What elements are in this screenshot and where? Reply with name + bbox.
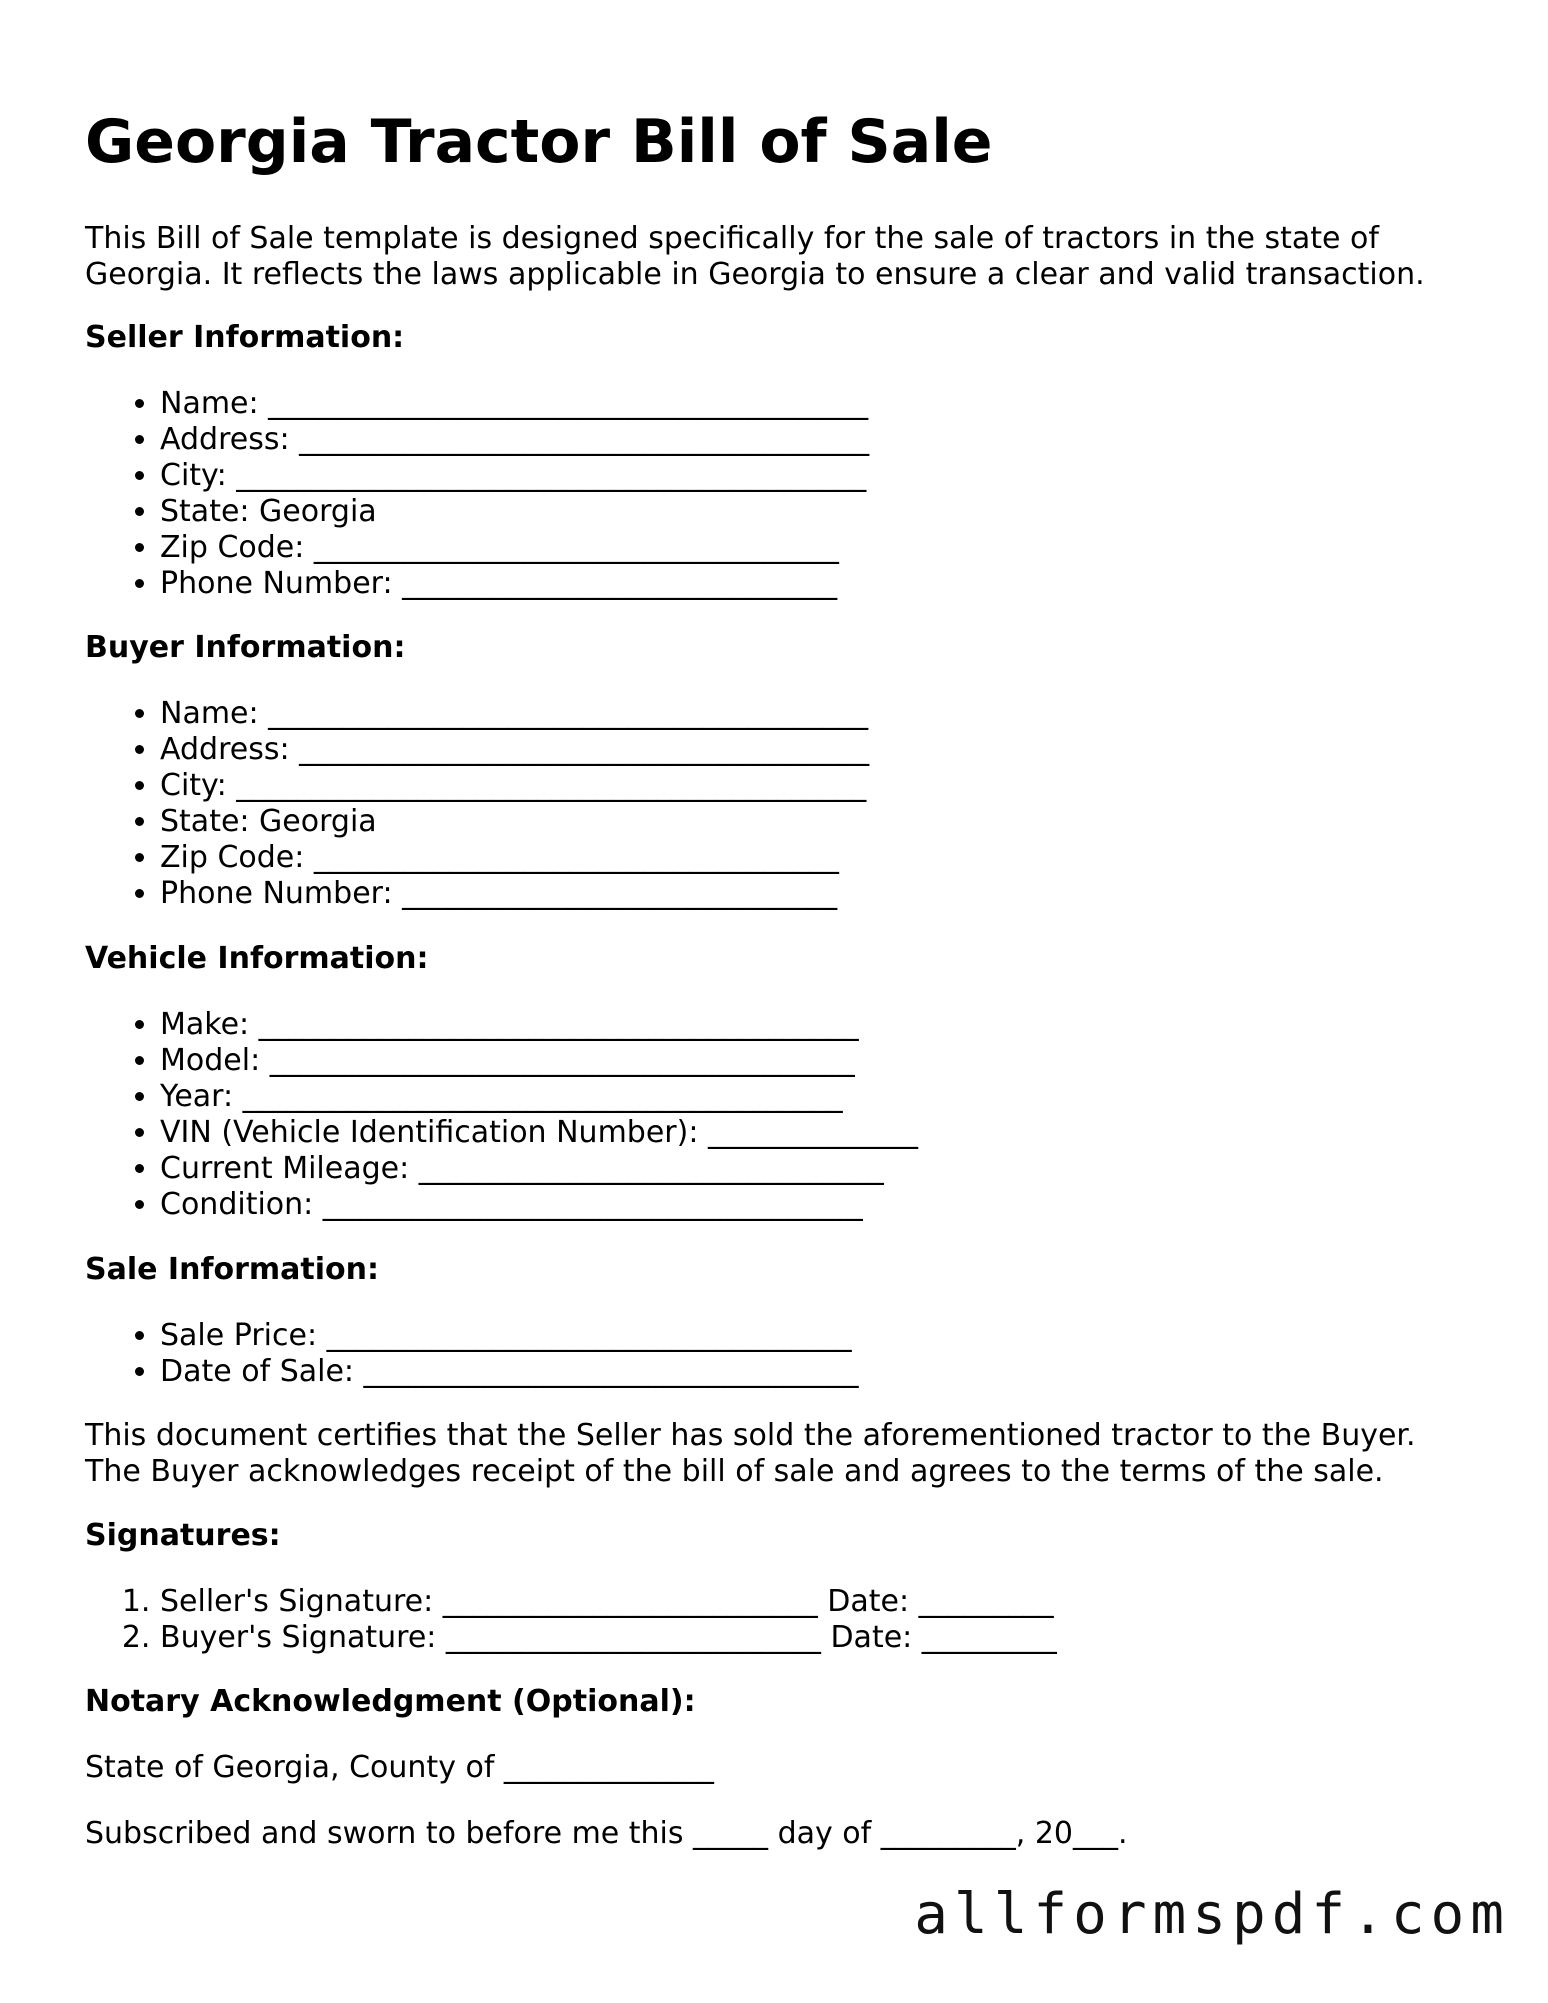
- intro-line: Georgia. It reflects the laws applicable in Georgia to ensure a clear and valid transaction.: [85, 257, 1425, 292]
- vehicle-section: [85, 941, 429, 977]
- intro-line: This Bill of Sale template is designed specifically for the sale of tractors in the state of: [85, 221, 1379, 256]
- seller-heading: Seller Information:: [85, 320, 405, 355]
- notary-heading: Notary Acknowledgment (Optional):: [85, 1684, 696, 1719]
- certify-line: The Buyer acknowledges receipt of the bill of sale and agrees to the terms of the sale.: [85, 1454, 1384, 1489]
- list-item: • Phone Number: _____________________________: [160, 876, 869, 912]
- seller-section: [85, 320, 404, 356]
- buyer-section: [85, 630, 405, 666]
- list-item: • Make: ________________________________________: [160, 1007, 918, 1043]
- certify-line: This document certifies that the Seller has sold the aforementioned tractor to the Buyer.: [85, 1418, 1416, 1453]
- sale-heading: Sale Information:: [85, 1252, 379, 1287]
- list-item: • State: Georgia: [160, 494, 869, 530]
- watermark: allformspdf.com: [914, 1882, 1510, 1947]
- signatures-heading: Signatures:: [85, 1518, 281, 1553]
- list-item: • Sale Price: ___________________________________: [160, 1318, 859, 1354]
- list-item: • City: __________________________________________: [160, 458, 869, 494]
- certify-paragraph: [85, 1418, 1416, 1490]
- notary-county-line: [85, 1750, 714, 1786]
- list-item: • Name: ________________________________________: [160, 696, 869, 732]
- intro-paragraph: [85, 221, 1425, 293]
- list-item: • Model: _______________________________________: [160, 1043, 918, 1079]
- list-item: • Zip Code: ___________________________________: [160, 840, 869, 876]
- list-item: • City: __________________________________________: [160, 768, 869, 804]
- signatures-list: [85, 1584, 1057, 1656]
- list-item: • Date of Sale: _________________________________: [160, 1354, 859, 1390]
- notary-sworn-line: [85, 1816, 1128, 1852]
- county-line: State of Georgia, County of ______________: [85, 1750, 714, 1785]
- list-item: • Address: ______________________________________: [160, 422, 869, 458]
- sale-section: [85, 1252, 379, 1288]
- list-item: • Phone Number: _____________________________: [160, 566, 869, 602]
- list-item: • VIN (Vehicle Identification Number): ______________: [160, 1115, 918, 1151]
- vehicle-heading: Vehicle Information:: [85, 941, 429, 976]
- page-title: Georgia Tractor Bill of Sale: [85, 107, 993, 177]
- sworn-line: Subscribed and sworn to before me this _____ day of _________, 20___.: [85, 1816, 1128, 1851]
- notary-section: [85, 1684, 696, 1720]
- list-item: • Year: ________________________________________: [160, 1079, 918, 1115]
- buyer-heading: Buyer Information:: [85, 630, 406, 665]
- list-item: • Zip Code: ___________________________________: [160, 530, 869, 566]
- seller-list: [85, 386, 869, 602]
- list-item: • Condition: ____________________________________: [160, 1187, 918, 1223]
- list-item: • Current Mileage: _______________________________: [160, 1151, 918, 1187]
- list-item: • Name: ________________________________________: [160, 386, 869, 422]
- vehicle-list: [85, 1007, 918, 1223]
- list-item: • State: Georgia: [160, 804, 869, 840]
- list-item: 1. Seller's Signature: _________________________ Date: _________: [160, 1584, 1057, 1620]
- sale-list: [85, 1318, 859, 1390]
- list-item: • Address: ______________________________________: [160, 732, 869, 768]
- list-item: 2. Buyer's Signature: _________________________ Date: _________: [160, 1620, 1057, 1656]
- buyer-list: [85, 696, 869, 912]
- signatures-section: [85, 1518, 281, 1554]
